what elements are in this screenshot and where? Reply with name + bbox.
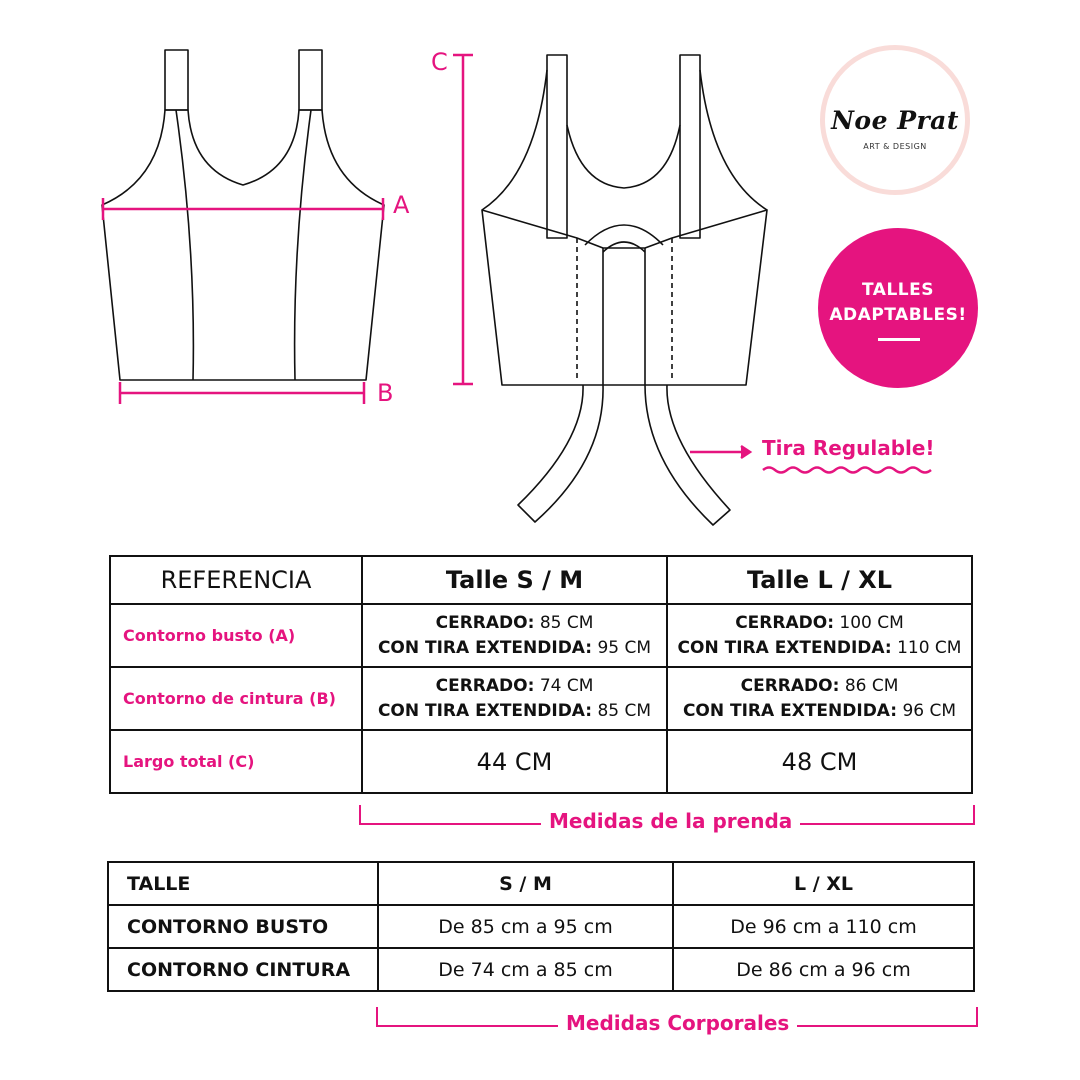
extended-value: 96 CM <box>902 700 957 721</box>
cell-waist-sm: De 74 cm a 85 cm <box>378 948 673 991</box>
closed-value: 85 CM <box>539 612 594 633</box>
cell-bust-lxl <box>667 604 972 667</box>
extended-label: CON TIRA EXTENDIDA: <box>677 637 892 658</box>
closed-value: 74 CM <box>539 675 594 696</box>
garment-table-caption: Medidas de la prenda <box>541 809 800 833</box>
table-row <box>110 667 972 730</box>
extended-value: 85 CM <box>597 700 652 721</box>
closed-label: CERRADO: <box>735 612 834 633</box>
row-label-waist: Contorno de cintura (B) <box>110 667 362 730</box>
cell-waist-lxl: De 86 cm a 96 cm <box>673 948 974 991</box>
closed-label: CERRADO: <box>740 675 840 696</box>
badge-line-2: ADAPTABLES! <box>829 305 967 325</box>
row-label-length: Largo total (C) <box>110 730 362 793</box>
cell-waist-lxl <box>667 667 972 730</box>
extended-label: CON TIRA EXTENDIDA: <box>377 637 593 658</box>
header-size: TALLE <box>108 862 378 905</box>
badge-underline <box>878 338 920 341</box>
closed-label: CERRADO: <box>435 675 535 696</box>
extended-value: 110 CM <box>897 637 962 658</box>
closed-value: 86 CM <box>844 675 899 696</box>
table-header-row <box>110 556 972 604</box>
row-label-bust: CONTORNO BUSTO <box>108 905 378 948</box>
extended-value: 95 CM <box>597 637 652 658</box>
label-b: B <box>377 379 394 407</box>
front-view-drawing <box>102 50 384 380</box>
table-row <box>110 730 972 793</box>
header-sm: S / M <box>378 862 673 905</box>
cell-bust-sm <box>362 604 667 667</box>
logo-subtitle: ART & DESIGN <box>863 142 927 151</box>
row-label-waist: CONTORNO CINTURA <box>108 948 378 991</box>
label-a: A <box>393 191 410 219</box>
label-c: C <box>431 48 448 76</box>
logo-name: Noe Prat <box>831 106 959 135</box>
cell-length-sm: 44 CM <box>362 730 667 793</box>
table-row <box>108 948 974 991</box>
closed-label: CERRADO: <box>435 612 535 633</box>
cell-bust-lxl: De 96 cm a 110 cm <box>673 905 974 948</box>
body-measurements-table <box>107 861 975 992</box>
row-label-bust: Contorno busto (A) <box>110 604 362 667</box>
header-reference: REFERENCIA <box>110 556 362 604</box>
table-row <box>110 604 972 667</box>
closed-value: 100 CM <box>839 612 904 633</box>
extended-label: CON TIRA EXTENDIDA: <box>682 700 898 721</box>
extended-label: CON TIRA EXTENDIDA: <box>377 700 593 721</box>
cell-waist-sm <box>362 667 667 730</box>
adaptable-sizes-badge <box>818 228 978 388</box>
adjustable-strap-callout: Tira Regulable! <box>762 436 935 460</box>
badge-line-1: TALLES <box>862 280 934 300</box>
table-header-row <box>108 862 974 905</box>
cell-length-lxl: 48 CM <box>667 730 972 793</box>
header-size-lxl: Talle L / XL <box>667 556 972 604</box>
cell-bust-sm: De 85 cm a 95 cm <box>378 905 673 948</box>
header-size-sm: Talle S / M <box>362 556 667 604</box>
garment-measurements-table <box>109 555 973 794</box>
header-lxl: L / XL <box>673 862 974 905</box>
table-row <box>108 905 974 948</box>
body-table-caption: Medidas Corporales <box>558 1011 797 1035</box>
measure-lines <box>103 55 931 473</box>
brand-logo <box>820 45 970 195</box>
back-view-drawing <box>482 55 767 525</box>
